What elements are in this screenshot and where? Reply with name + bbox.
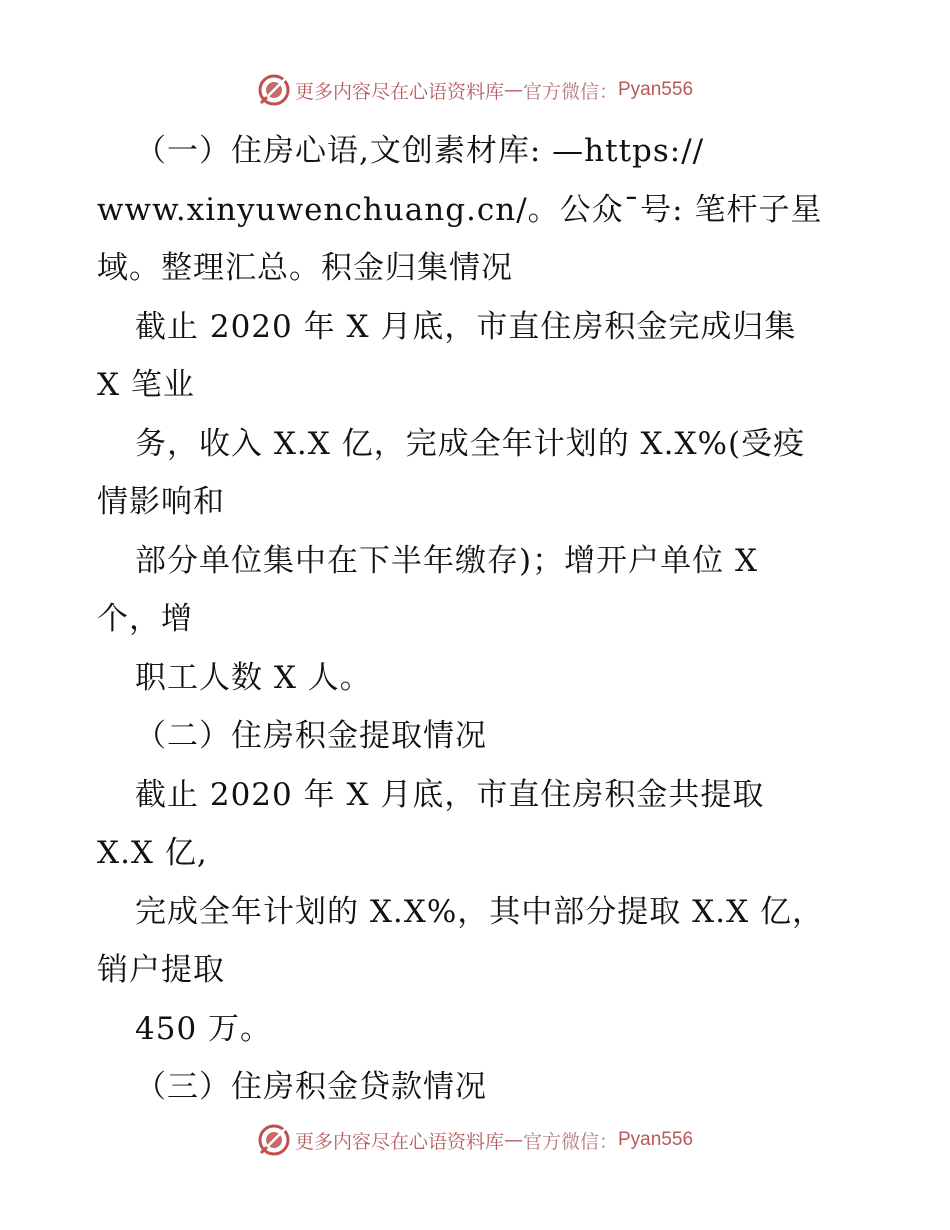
text-line: 销户提取 <box>97 952 225 988</box>
text-line: 完成全年计划的 X.X%，其中部分提取 X.X 亿， <box>135 893 825 930</box>
section-heading-2: （二）住房积金提取情况 <box>135 718 487 754</box>
text-line: 情影响和 <box>97 484 225 520</box>
text-line: 域。整理汇总。积金归集情况 <box>97 250 513 286</box>
banner-main-text: 更多内容尽在心语资料库 <box>294 80 504 103</box>
seal-pen-icon <box>257 1123 291 1157</box>
text-line: X 笔业 <box>97 367 195 403</box>
text-line: 个，增 <box>97 601 193 637</box>
banner-wechat-id: Pyan556 <box>618 1129 694 1150</box>
text-line: www.xinyuwenchuang.cn/。公众¯号: 笔杆子星 <box>97 191 823 228</box>
section-heading-1: （一）住房心语,文创素材库: —https:// <box>135 133 705 169</box>
footer-banner <box>0 1120 950 1160</box>
header-banner <box>0 70 950 110</box>
banner-separator: — <box>503 1129 523 1151</box>
text-line: 务，收入 X.X 亿，完成全年计划的 X.X%(受疫 <box>135 425 806 462</box>
seal-pen-icon <box>257 73 291 107</box>
banner-wechat-id: Pyan556 <box>618 79 694 100</box>
document-body <box>97 122 837 1117</box>
text-line: 职工人数 X 人。 <box>135 659 372 696</box>
text-line: 截止 2020 年 X 月底，市直住房积金共提取 <box>135 776 765 813</box>
section-heading-3: （三）住房积金贷款情况 <box>135 1069 487 1105</box>
banner-main-text: 更多内容尽在心语资料库 <box>294 1130 504 1153</box>
text-line: 截止 2020 年 X 月底，市直住房积金完成归集 <box>135 308 797 345</box>
banner-separator: — <box>503 79 523 101</box>
banner-wechat-label: 官方微信： <box>522 1130 618 1153</box>
banner-wechat-label: 官方微信： <box>522 80 618 103</box>
text-line: 部分单位集中在下半年缴存)；增开户单位 X <box>135 542 759 579</box>
text-line: X.X 亿, <box>97 835 208 871</box>
text-line: 450 万。 <box>135 1010 273 1047</box>
